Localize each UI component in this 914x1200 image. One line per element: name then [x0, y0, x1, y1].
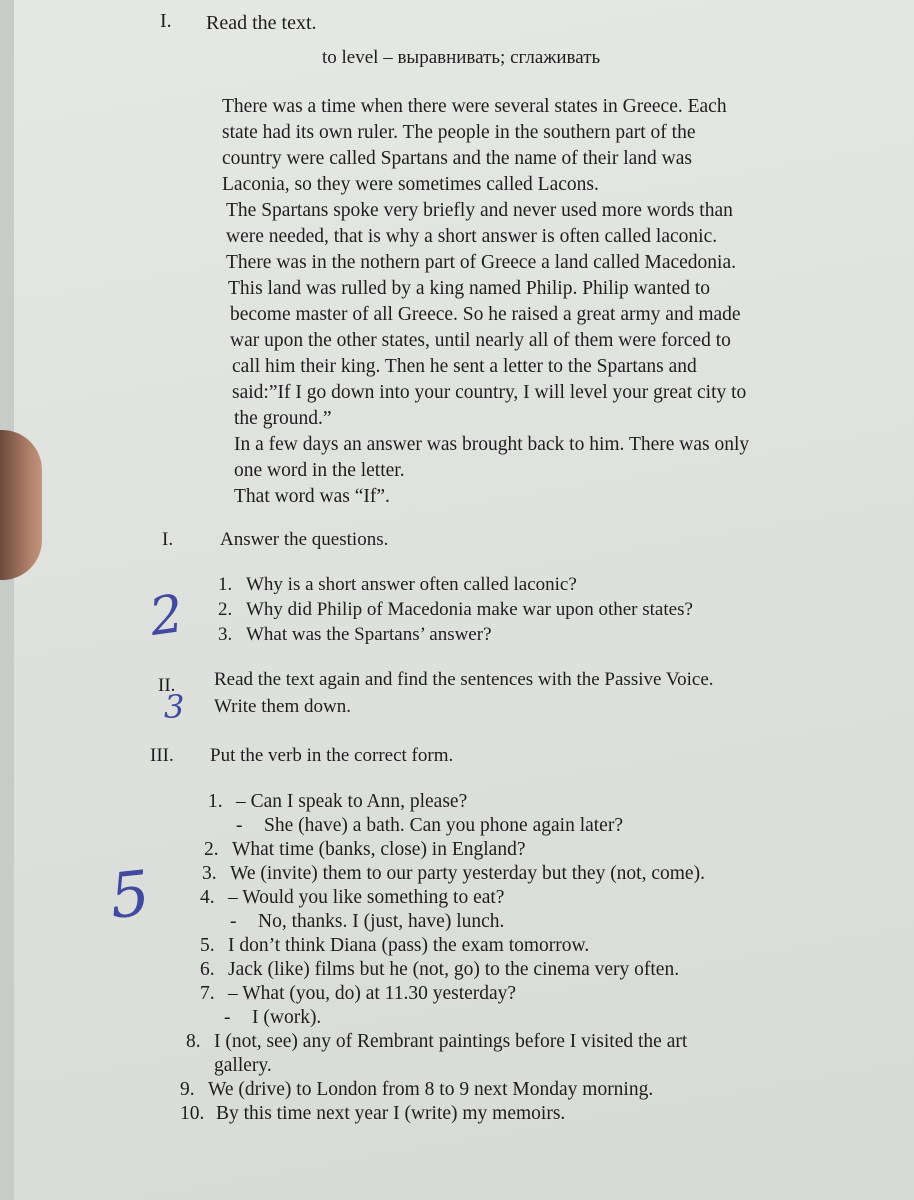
section-2-numeral: I. [162, 529, 174, 550]
text-line: Laconia, so they were sometimes called Lacons. [222, 174, 599, 195]
section-3-numeral: II. [158, 675, 176, 696]
reading-text [222, 94, 749, 510]
list-item: 2. Why did Philip of Macedonia make war upon other states? [218, 599, 693, 620]
list-item: - I (work). [224, 1007, 322, 1028]
text-line: That word was “If”. [234, 486, 390, 507]
verbs-list [180, 790, 705, 1126]
text-line: state had its own ruler. The people in the southern part of the [222, 122, 696, 143]
list-item: 5. I don’t think Diana (pass) the exam tomorrow. [200, 935, 590, 956]
vocabulary-note: to level – выравнивать; сглаживать [322, 47, 601, 68]
text-line: one word in the letter. [234, 460, 405, 481]
section-4-heading: Put the verb in the correct form. [210, 745, 454, 766]
section-4-numeral: III. [150, 745, 174, 766]
text-line: war upon the other states, until nearly all of them were forced to [230, 330, 731, 351]
list-item: 2. What time (banks, close) in England? [204, 839, 526, 860]
text-line: country were called Spartans and the name of their land was [222, 148, 692, 169]
worksheet-page [14, 0, 914, 1200]
list-item: 1. Why is a short answer often called laconic? [218, 574, 577, 595]
list-item: 1. – Can I speak to Ann, please? [208, 791, 468, 812]
thumb-holding-page [0, 430, 42, 580]
list-item: 3. We (invite) them to our party yesterday but they (not, come). [202, 863, 705, 884]
list-item: 8. I (not, see) any of Rembrant paintings before I visited the art [186, 1031, 688, 1052]
questions-list [218, 572, 693, 647]
list-item: - No, thanks. I (just, have) lunch. [230, 911, 505, 932]
list-item: 7. – What (you, do) at 11.30 yesterday? [200, 983, 517, 1004]
text-line: The Spartans spoke very briefly and never used more words than [226, 200, 733, 221]
text-line: become master of all Greece. So he raised a great army and made [230, 304, 741, 325]
list-item: 4. – Would you like something to eat? [200, 887, 505, 908]
section-2-heading: Answer the questions. [220, 529, 389, 550]
text-line: said:”If I go down into your country, I will level your great city to [232, 382, 747, 403]
handwritten-mark: 2 [145, 583, 188, 649]
section-1-numeral: I. [160, 10, 172, 32]
text-line: call him their king. Then he sent a letter to the Spartans and [232, 356, 697, 377]
list-item: 10. By this time next year I (write) my memoirs. [180, 1103, 566, 1124]
list-item: - She (have) a bath. Can you phone again later? [236, 815, 623, 836]
list-item: 9. We (drive) to London from 8 to 9 next Monday morning. [180, 1079, 654, 1100]
handwritten-mark: 5 [106, 856, 154, 933]
section-3-line-2: Write them down. [214, 696, 351, 717]
list-item: 6. Jack (like) films but he (not, go) to the cinema very often. [200, 959, 680, 980]
text-line: There was a time when there were several states in Greece. Each [222, 96, 727, 117]
list-item: 3. What was the Spartans’ answer? [218, 624, 492, 645]
text-line: This land was rulled by a king named Philip. Philip wanted to [228, 278, 711, 299]
section-3-line-1: Read the text again and find the sentences with the Passive Voice. [214, 669, 714, 690]
text-line: There was in the nothern part of Greece a land called Macedonia. [226, 252, 737, 273]
text-line: the ground.” [234, 408, 332, 429]
handwritten-mark: 3 [164, 688, 185, 726]
text-line: In a few days an answer was brought back to him. There was only [234, 434, 750, 455]
text-line: were needed, that is why a short answer is often called laconic. [226, 226, 718, 247]
list-item: gallery. [214, 1055, 272, 1076]
section-1-heading: Read the text. [206, 12, 317, 34]
